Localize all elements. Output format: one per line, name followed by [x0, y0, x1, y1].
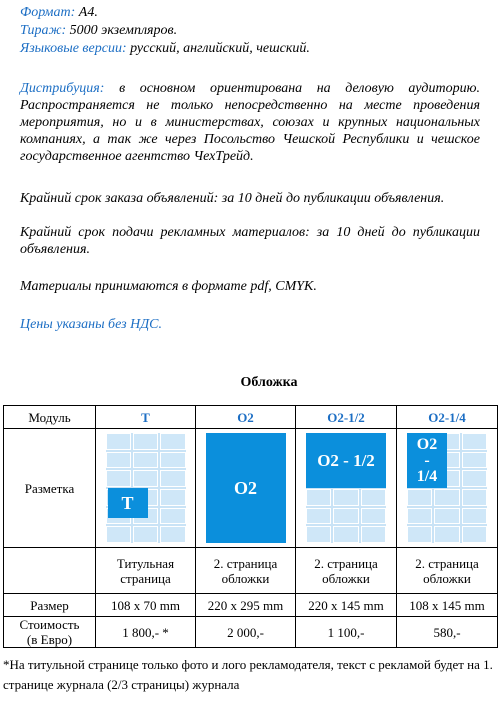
price-row — [4, 617, 498, 648]
module-name-o2-half: O2-1/2 — [296, 406, 397, 429]
circulation-line — [20, 22, 480, 39]
size-o2-quarter: 108 x 145 mm — [397, 594, 498, 617]
vat-note: Цены указаны без НДС. — [20, 317, 162, 332]
layout-row — [4, 429, 498, 548]
size-o2-half: 220 x 145 mm — [296, 594, 397, 617]
layout-preview-o2-quarter — [407, 433, 487, 543]
pricing-table — [3, 405, 498, 648]
distribution-label: Дистрибуция: — [20, 81, 105, 96]
languages-label: Языковые версии: — [20, 41, 127, 56]
format-label: Формат: — [20, 5, 76, 20]
price-o2-quarter: 580,- — [397, 617, 498, 648]
languages-value: русский, английский, чешский. — [126, 41, 310, 56]
row-label-price: Стоимость (в Евро) — [4, 617, 96, 648]
size-o2: 220 x 295 mm — [196, 594, 296, 617]
deadline-ads: Крайний срок заказа объявлений: за 10 дней до публикации объявления. — [20, 191, 445, 206]
module-name-o2: O2 — [196, 406, 296, 429]
price-o2-half: 1 100,- — [296, 617, 397, 648]
size-row — [4, 594, 498, 617]
materials-format: Материалы принимаются в формате pdf, CMYK. — [20, 279, 317, 294]
row-label-layout: Разметка — [4, 429, 96, 548]
price-t: 1 800,- * — [96, 617, 196, 648]
tile-o2-half: O2 - 1/2 — [306, 433, 386, 488]
module-name-t: T — [96, 406, 196, 429]
layout-preview-o2-half — [306, 433, 386, 543]
row-label-size: Размер — [4, 594, 96, 617]
footnote: *На титульной странице только фото и лого рекламодателя, текст с рекламой будет на 1. странице журнала (2/3 страницы) журнала — [3, 657, 493, 692]
caption-o2-half: 2. страница обложки — [296, 548, 397, 594]
row-label-module: Модуль — [4, 406, 96, 429]
deadline-materials: Крайний срок подачи рекламных материалов: за 10 дней до публикации объявления. — [20, 225, 480, 257]
price-o2: 2 000,- — [196, 617, 296, 648]
circulation-value: 5000 экземпляров. — [66, 23, 178, 38]
distribution-text: в основном ориентирована на деловую аудиторию. Распространяется не только непосредственно на месте проведения мероприятия, но и в министерствах, союзах и крупных национальных компаниях, а так же через Посольство Чешской Республики и чешское государственное агентство ЧехТрейд. — [20, 81, 480, 164]
format-line — [20, 4, 480, 21]
tile-o2-quarter: O2 - 1/4 — [407, 433, 447, 488]
circulation-label: Тираж: — [20, 23, 67, 38]
languages-line — [20, 40, 480, 57]
layout-preview-t — [106, 433, 186, 543]
module-row — [4, 406, 498, 429]
distribution-paragraph — [20, 80, 480, 165]
format-value: А4. — [75, 5, 98, 20]
caption-row — [4, 548, 498, 594]
caption-o2-quarter: 2. страница обложки — [397, 548, 498, 594]
caption-o2: 2. страница обложки — [196, 548, 296, 594]
layout-preview-o2 — [206, 433, 286, 543]
size-t: 108 x 70 mm — [96, 594, 196, 617]
tile-o2: O2 — [206, 433, 286, 543]
table-title: Обложка — [240, 375, 298, 390]
caption-t: Титульная страница — [96, 548, 196, 594]
module-name-o2-quarter: O2-1/4 — [397, 406, 498, 429]
tile-t: T — [108, 488, 148, 518]
